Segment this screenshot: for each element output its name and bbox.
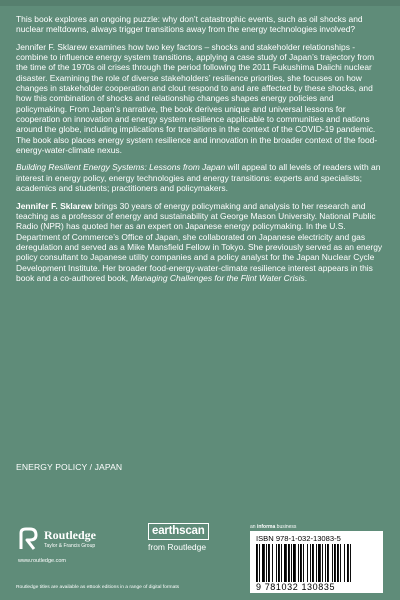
- routledge-tagline: Taylor & Francis Group: [44, 543, 96, 549]
- author-bio: brings 30 years of energy policymaking and analysis to her research and teaching as a professor of energy and sustainability at George Mason University. National Public Radio (NPR) has quoted her as an expert on Japanese energy policymaking. In the U.S. Department of Commerce’s Office of Japan, she collaborated on Japanese electricity and gas deregulation and served as a Mike Mansfield Fellow in Tokyo. She previously served as an energy policy consultant to Japanese utility companies and a policy analyst for the Japan Nuclear Cycle Development Institute. Her broader food-energy-water-climate resilience interest appears in this book and a co-authored book,: [16, 200, 383, 283]
- ebook-note: Routledge titles are available as eBook editions in a range of digital formats: [16, 585, 180, 590]
- co-authored-book: Managing Challenges for the Flint Water Crisis: [130, 272, 305, 283]
- earthscan-name: earthscan: [148, 523, 209, 540]
- top-band: [0, 0, 400, 6]
- informa-line: an informa business: [250, 524, 297, 530]
- author-name: Jennifer F. Sklarew: [16, 200, 92, 211]
- intro-paragraph: This book explores an ongoing puzzle: why don’t catastrophic events, such as oil shocks and nuclear meltdowns, always trigger transitions away from the energy technologies involved?: [16, 14, 363, 35]
- main-paragraph: Jennifer F. Sklarew examines how two key factors – shocks and stakeholder relationships - combine to influence energy system transitions, applying a case study of Japan’s trajectory from the time of the 1970s oil crises through the period following the 2011 Fukushima Daiichi nuclear disaster. Examining the role of diverse stakeholders’ resilience priorities, she focuses on how changes in stakeholder cooperation and clout respond to and are affected by these shocks, and how this combination of shocks and relationship changes shapes energy policies and policymaking. From Japan’s narrative, the book derives unique and universal lessons for cooperation on innovation and energy system resilience applicable to communities and nations around the globe, including implications for transitions in the context of the COVID-19 pandemic. The book also places energy system resilience and innovation in the broader context of the food-energy-water-climate nexus.: [16, 41, 378, 156]
- barcode-box: [250, 531, 383, 593]
- routledge-name: Routledge: [44, 528, 96, 542]
- audience-text: will appeal to all levels of readers with an interest in energy policy, energy technologies and energy transitions: experts and specialists; academics and students; practitioners and policymakers.: [16, 162, 381, 194]
- isbn-number: ISBN 978-1-032-13083-5: [256, 534, 341, 543]
- publisher-url: www.routledge.com: [18, 558, 66, 564]
- earthscan-from: from Routledge: [148, 542, 207, 552]
- barcode-icon: [256, 544, 378, 582]
- author-end: .: [304, 272, 308, 283]
- book-title: Building Resilient Energy Systems: Lessons from Japan: [16, 162, 226, 173]
- blurb-text: [16, 14, 386, 290]
- barcode-digits: 9 781032 130835: [256, 582, 336, 592]
- earthscan-logo: [148, 523, 238, 557]
- subject-category: ENERGY POLICY / JAPAN: [16, 462, 123, 472]
- audience-paragraph: [16, 162, 386, 193]
- routledge-mark-icon: [18, 527, 40, 551]
- author-paragraph: [16, 201, 386, 284]
- informa-name: informa: [256, 524, 276, 530]
